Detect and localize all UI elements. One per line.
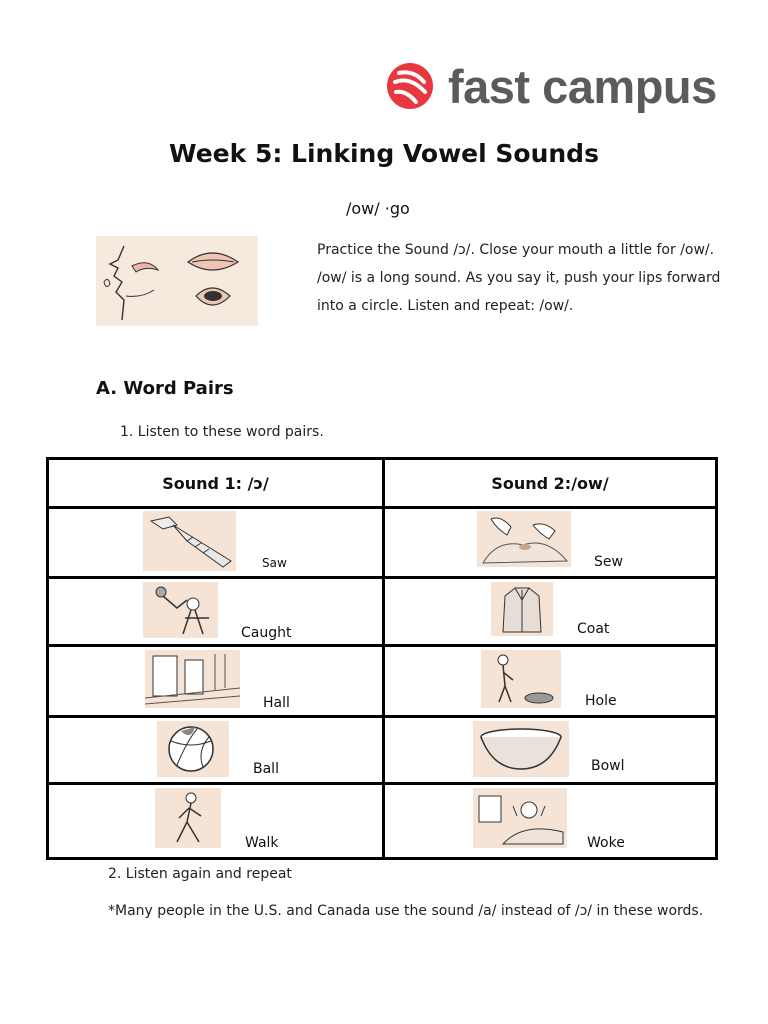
word-label: Coat [577, 621, 610, 637]
page-title: Week 5: Linking Vowel Sounds [169, 139, 599, 168]
ball-image [157, 721, 229, 777]
fast-campus-logo-icon [386, 62, 434, 110]
word-label: Hole [585, 693, 617, 709]
word-label: Sew [594, 554, 623, 570]
word-cell [382, 509, 715, 576]
coat-image [491, 582, 553, 636]
table-row [49, 509, 715, 579]
brand-logo [386, 59, 717, 113]
word-cell [49, 509, 382, 576]
word-cell [382, 579, 715, 644]
table-row [49, 718, 715, 785]
woke-image [473, 788, 567, 848]
hall-image [145, 650, 240, 708]
section-heading: A. Word Pairs [96, 378, 234, 399]
mouth-diagram-image [96, 236, 258, 326]
practice-line: into a circle. Listen and repeat: /ow/. [317, 298, 574, 314]
word-label: Woke [587, 835, 625, 851]
brand-name: fast campus [448, 59, 717, 113]
word-label: Caught [241, 625, 292, 641]
table-row [49, 579, 715, 647]
word-cell [49, 579, 382, 644]
footnote: *Many people in the U.S. and Canada use the sound /a/ instead of /ɔ/ in these words. [108, 903, 704, 919]
word-cell [49, 718, 382, 782]
column-header: Sound 2:/ow/ [382, 460, 715, 506]
practice-line: /ow/ is a long sound. As you say it, push your lips forward [317, 270, 721, 286]
instruction-step-2: 2. Listen again and repeat [108, 866, 292, 882]
word-label: Bowl [591, 758, 625, 774]
catch-image [143, 582, 218, 638]
word-cell [382, 647, 715, 715]
word-label: Ball [253, 761, 279, 777]
word-cell [382, 785, 715, 857]
word-pair-table [46, 457, 718, 860]
hole-image [481, 650, 561, 708]
bowl-image [473, 721, 569, 777]
table-row [49, 647, 715, 718]
walk-image [155, 788, 221, 848]
word-cell [382, 718, 715, 782]
column-header: Sound 1: /ɔ/ [162, 473, 269, 493]
practice-instructions [317, 236, 737, 320]
saw-image [143, 511, 236, 571]
word-cell [49, 785, 382, 857]
sew-image [477, 511, 571, 567]
word-label: Saw [262, 556, 287, 570]
table-header-row [49, 460, 715, 509]
subtitle: /ow/ ·go [346, 199, 410, 218]
word-cell [49, 647, 382, 715]
instruction-step-1: 1. Listen to these word pairs. [120, 424, 324, 440]
word-label: Hall [263, 695, 290, 711]
word-label: Walk [245, 835, 279, 851]
table-row [49, 785, 715, 857]
practice-line: Practice the Sound /ɔ/. Close your mouth a little for /ow/. [317, 242, 715, 258]
